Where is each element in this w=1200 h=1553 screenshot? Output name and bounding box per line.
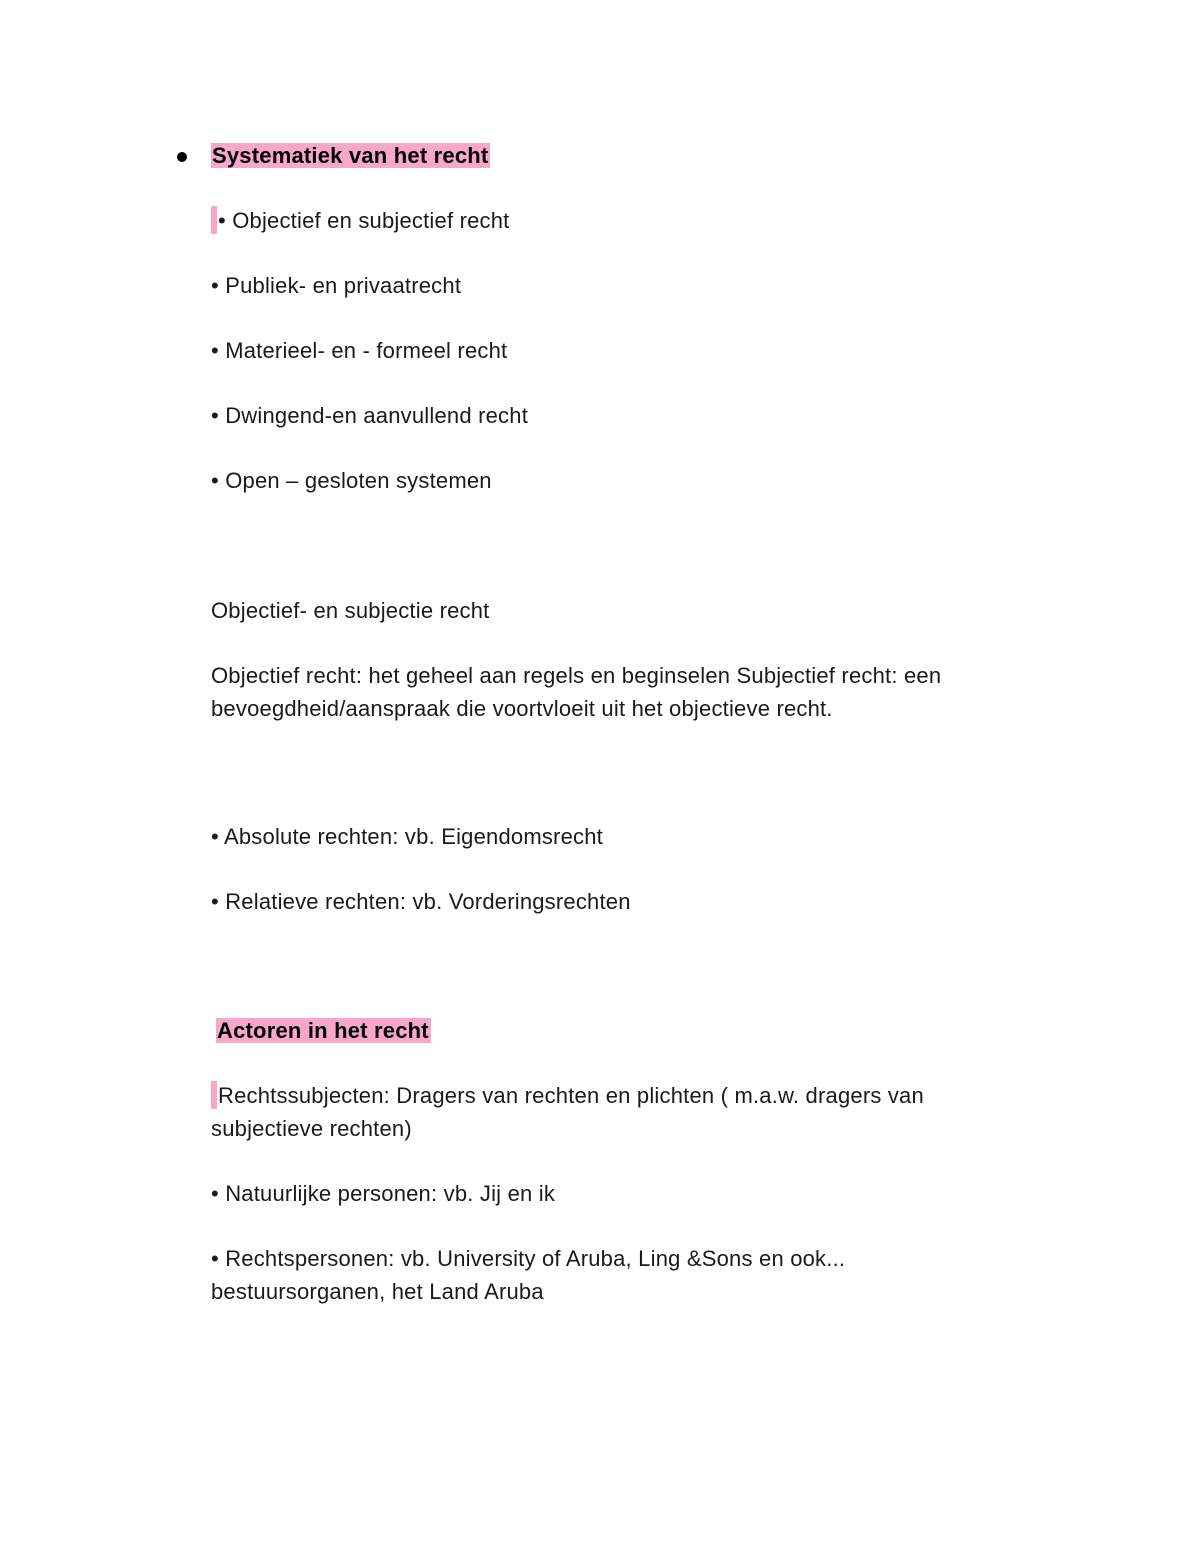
list-item [211, 464, 492, 497]
list-item [211, 269, 461, 302]
list-item [211, 334, 507, 367]
list-item-text: • Publiek- en privaatrecht [211, 273, 462, 298]
heading-actoren-text: Actoren in het recht [217, 1018, 429, 1043]
list-item-text: • Absolute rechten: vb. Eigendomsrecht [211, 824, 603, 849]
bullet-dot-icon [177, 152, 187, 162]
list-item [211, 399, 528, 432]
list-item-text: • Relatieve rechten: vb. Vorderingsrechten [211, 889, 631, 914]
rechtssubjecten-text: Rechtssubjecten: Dragers van rechten en plichten ( m.a.w. dragers van subjectieve rechten) [211, 1083, 924, 1141]
heading-systematiek-text: Systematiek van het recht [212, 143, 489, 168]
list-item-text: • Dwingend-en aanvullend recht [211, 403, 529, 428]
list-item [211, 1177, 555, 1210]
list-item-text: • Objectief en subjectief recht [218, 208, 510, 233]
definition-text: Objectief recht: het geheel aan regels en beginselen Subjectief recht: een bevoegdheid/aanspraak die voortvloeit uit het objectieve recht. [211, 663, 942, 721]
definition-paragraph [211, 659, 1031, 725]
list-item [211, 885, 631, 918]
heading-actoren [216, 1014, 431, 1047]
list-item-text: • Open – gesloten systemen [211, 468, 492, 493]
subheading-objectief [211, 594, 490, 627]
list-item [211, 820, 603, 853]
rechtssubjecten-paragraph [211, 1079, 1011, 1145]
list-item [211, 204, 510, 237]
list-item-text: • Rechtspersonen: vb. University of Aruba, Ling &Sons en ook... bestuursorganen, het Land Aruba [211, 1246, 846, 1304]
heading-systematiek [211, 139, 490, 172]
highlight-marker [211, 1081, 217, 1109]
highlight-marker [211, 206, 217, 234]
list-item-text: • Materieel- en - formeel recht [211, 338, 508, 363]
list-item-text: • Natuurlijke personen: vb. Jij en ik [211, 1181, 556, 1206]
list-item [211, 1242, 931, 1308]
subheading-text: Objectief- en subjectie recht [211, 598, 490, 623]
